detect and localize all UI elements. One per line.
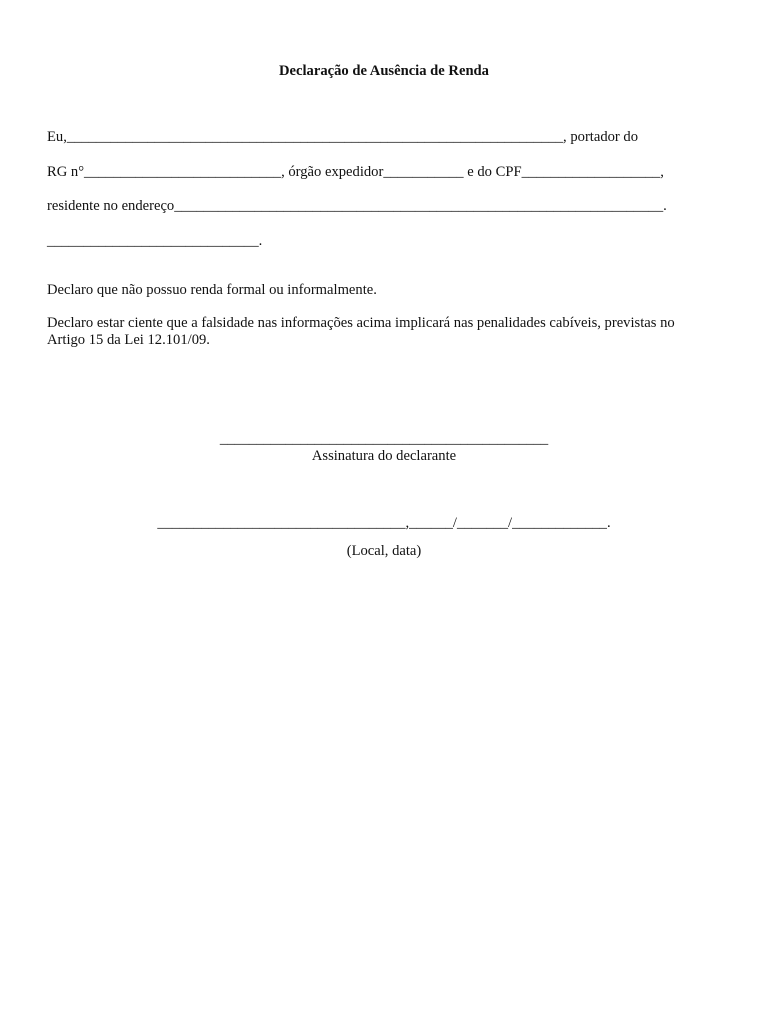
rg-cpf-field-line: RG n°___________________________, órgão expedidor___________ e do CPF___________________,: [47, 164, 664, 180]
name-field-line: Eu,____________________________________________________________________, portador do: [47, 129, 639, 145]
address-continuation-line: _____________________________.: [47, 233, 263, 249]
awareness-statement-line-2: Artigo 15 da Lei 12.101/09.: [47, 332, 210, 348]
signature-label: Assinatura do declarante: [311, 448, 457, 464]
address-field-line: residente no endereço___________________________________________________________________.: [47, 198, 667, 214]
no-income-statement: Declaro que não possuo renda formal ou informalmente.: [47, 282, 377, 298]
signature-line: _____________________________________________: [219, 431, 549, 447]
document-title: Declaração de Ausência de Renda: [279, 63, 489, 79]
place-date-line: __________________________________,______/_______/_____________.: [157, 515, 611, 531]
awareness-statement-line-1: Declaro estar ciente que a falsidade nas informações acima implicará nas penalidades cabíveis, previstas no: [47, 315, 675, 331]
place-date-label: (Local, data): [346, 543, 422, 559]
